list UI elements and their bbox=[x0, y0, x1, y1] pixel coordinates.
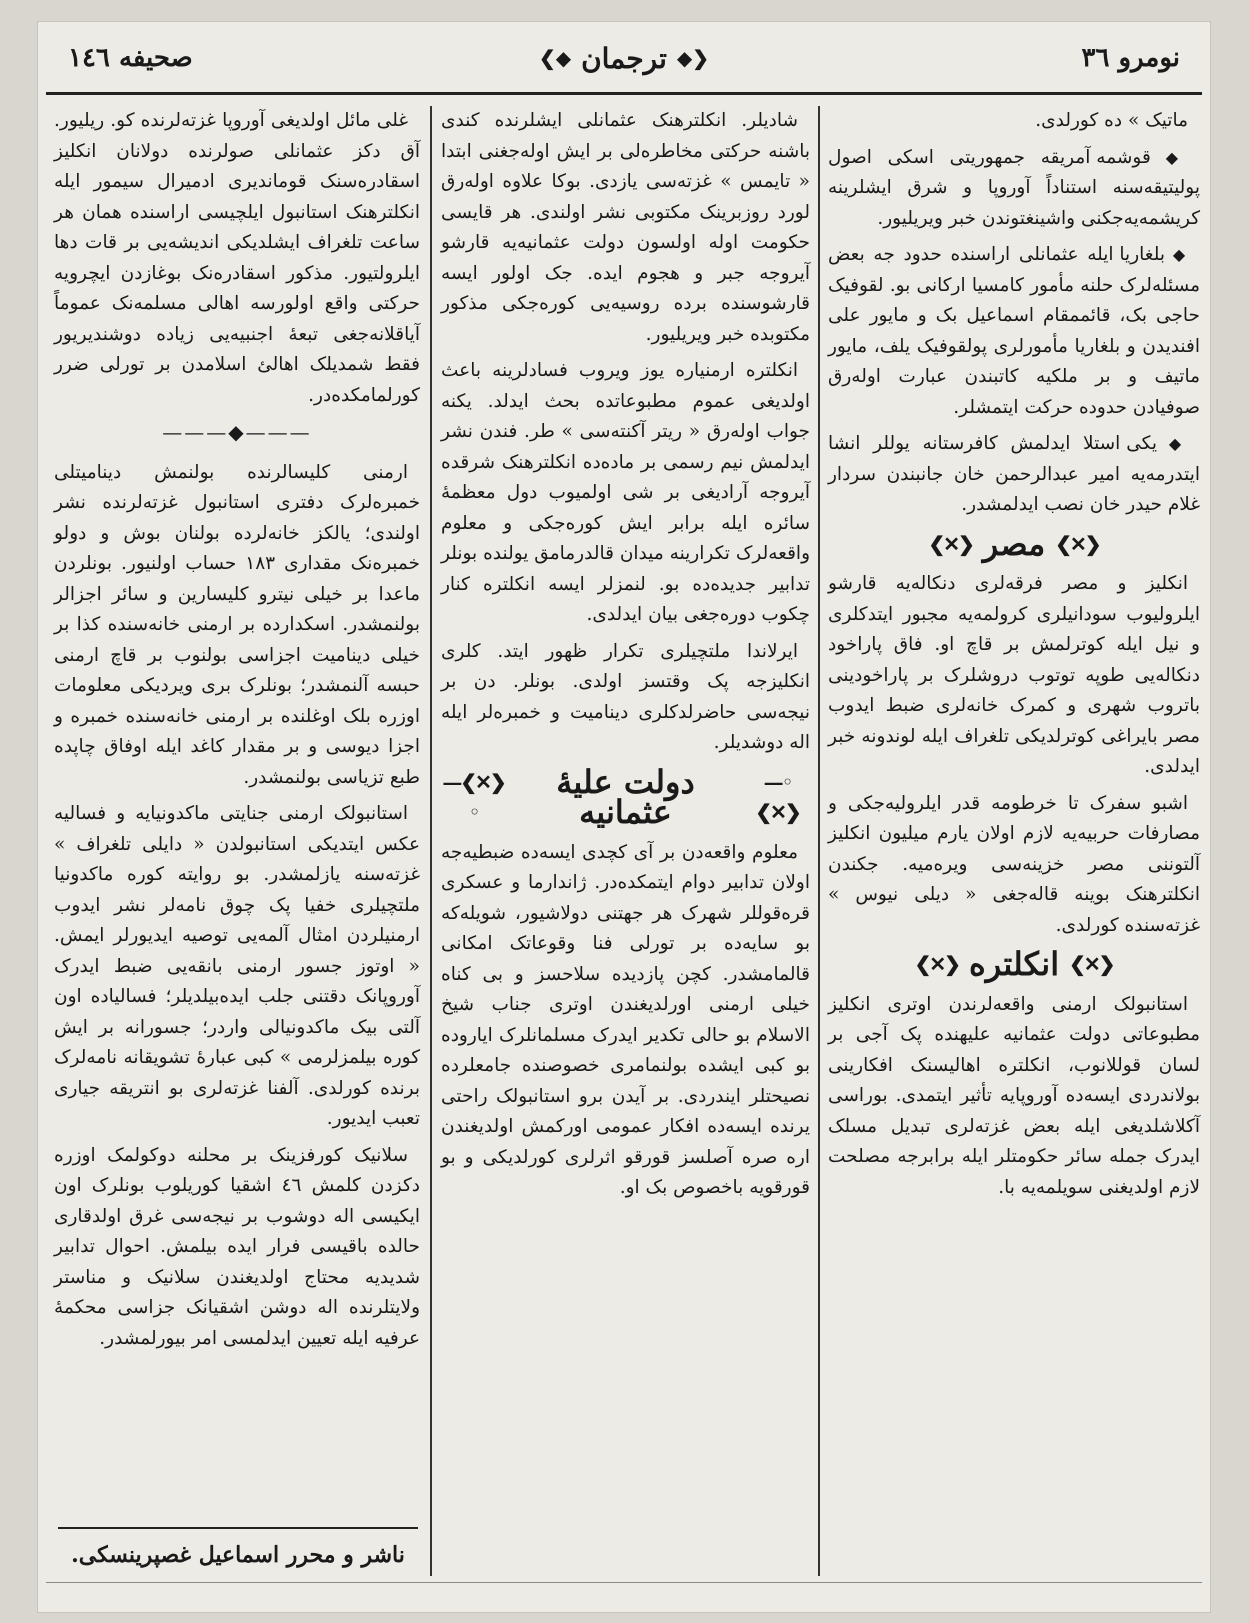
article-paragraph: انکلتره ارمنیاره یوز ویروب فسادلرینه باعث اولدیغی عموم مطبوعاتده بحث ایدلد. یکنه جواب اوله‌رق « ریتر آکنته‌سی » طر. فندن نشر ایدلمش نیم رسمی بر ماده‌ده انکلترهنک شرقده آیروجه آرادیغی بر شی اولمیوب دول معظمهٔ سائره ایله برابر ایش کوره‌جکی و معلوم واقعه‌لرک تکرارینه میدان قالدرمامق یولنده بونلر تدابیر جدیده‌ده بو. لنمزلر ایسه انکلتره کنار چکوب دوره‌جغی بیان ایدلدی. bbox=[441, 360, 810, 625]
ornament-icon: ◦—❮✕❯ bbox=[755, 769, 800, 824]
masthead-title: ترجمان bbox=[581, 41, 667, 75]
ornament-icon: ❮✕❯—◦ bbox=[442, 769, 505, 824]
section-divider-icon: ———◆——— bbox=[162, 420, 312, 444]
masthead bbox=[539, 42, 709, 75]
article-paragraph: استانبولک ارمنی واقعه‌لرندن اوتری انکلیز مطبوعاتی دولت عثمانیه علیهنده پک آجی بر لسان قوللانوب، انکلتره اهالیسنک افکارینی بولاندردی ایسه‌ده آوروپایه تأثیر ایتمدی. بوراسی آکلاشلدیغی ایله بعض غزته‌لری تبدیل مسلک ایدرک جمله سائر حکومتلر ایله برابرجه مصلحت لازم اولدیغنی سویلمه‌یه با. bbox=[828, 993, 1200, 1198]
article-paragraph: ماتیک » ده کورلدی. bbox=[1035, 110, 1188, 131]
article-paragraph: ◆ یکی استلا ایدلمش کافرستانه یوللر انشا ایتدرمه‌یه امیر عبدالرحمن خان جانبندن سردار غلام حیدر خان نصب ایدلمشدر. bbox=[828, 433, 1200, 515]
footer-rule bbox=[58, 1527, 418, 1529]
page-number: صحیفه ١٤٦ bbox=[68, 43, 193, 73]
article-paragraph: ارمنی کلیسالرنده بولنمش دینامیتلی خمبره‌لرک دفتری استانبول غزته‌لرنده نشر اولندی؛ یالکز خانه‌لرده بولنان بوش و دولو خمبره‌نک مقداری ١٨٣ حساب اولنیور. بونلردن ماعدا بر خیلی نیترو کلیسارین و سائر اجزالر بولنمشدر. اسکدارده بر ارمنی خانه‌سنده کذا بر خیلی دینامیت اجزاسی بولنوب بر قاچ ارمنی حبسه آلنمشدر؛ بونلرک بری ویردیکی معلومات اوزره بلک اوغلنده بر ارمنی خانه‌سنده خمبره و اجزا دیوسی و بر مقدار کاغد ایله اوفاق چاپده طبع تزیاسی بولنمشدر. bbox=[54, 461, 420, 788]
column-left bbox=[46, 106, 428, 1576]
publisher-line: ناشر و محرر اسماعیل غصپرینسکی. bbox=[71, 1542, 405, 1568]
article-paragraph: غلی مائل اولدیغی آوروپا غزته‌لرنده کو. ریلیور. آق دکز عثمانلی صولرنده دولانان انکلیز اسقادره‌سنک قوماندیری ادمیرال سیمور ایله انکلترهنک استانبول ایلچیسی اراسنده همان هر ساعت تلغراف ایشلدیکی اندیشه‌یی بر قات دها ایلرولتیور. مذکور اسقادره‌نک بوغازدن ایچرویه حرکتی واقع اولورسه اهالی مسلمه‌نک عموماً آیاقلانه‌جغی تبعهٔ اجنبیه‌یی زیاده دوشندیریور فقط شمدیلک اهالئ اسلامدن بر تورلی ضرر کورلمامکده‌در. bbox=[54, 110, 420, 406]
diamond-bullet-icon: ◆ bbox=[1156, 434, 1188, 453]
ornament-icon: ❮◆ bbox=[676, 46, 710, 70]
ornament-icon: ❮✕❯ bbox=[1069, 952, 1114, 976]
ornament-icon: ❮✕❯ bbox=[914, 952, 959, 976]
article-paragraph: اشبو سفرک تا خرطومه قدر ایلرولیه‌جکی و مصارفات حربیه‌یه لازم اولان یارم میلیون انکلیز آلتوننی مصر خزینه‌سی ویره‌میه. جکندن انکلترهنک بوینه قاله‌جغی « دیلی نیوس » غزته‌سنده کورلدی. bbox=[828, 792, 1200, 936]
article-paragraph: انکلیز و مصر فرقه‌لری دنکاله‌یه قارشو ایلرولیوب سودانیلری کرولمه‌یه مجبور ایتدکلری و نیل ایله کوترلمش بر قاچ او. فاق پاراخود دنکاله‌یی طوپه توتوب دروشلرک بر پاراخودینی باتروب شهری و کمرک خانه‌لری ضبط ایدوب مصر بایراغی کوترلدیکی تلغراف ایله لوندونه خبر ایدلدی. bbox=[828, 573, 1200, 777]
article-paragraph: ◆ بلغاریا ایله عثمانلی اراسنده حدود جه بعض مسئله‌لرک حلنه مأمور کامسیا ارکانی بو. لقوفیک حاجی بک، قائممقام اسماعیل بک و مایور علی افندیدن و بلغاریا مأمورلری پولقوفیک یلف، مایور ماتیف و بر ملکیه کاتبندن عبارت اوله‌رق صوفیادن حدوده حرکت ایتمشلر. bbox=[828, 244, 1200, 418]
section-heading-ottoman: ◦—❮✕❯ دولت علیهٔ عثمانیه ❮✕❯—◦ bbox=[441, 767, 810, 828]
section-heading-egypt: ❮✕❯ مصر ❮✕❯ bbox=[928, 524, 1100, 563]
diamond-bullet-icon: ◆ bbox=[1164, 245, 1188, 264]
bottom-rule bbox=[46, 1582, 1202, 1583]
header-rule bbox=[46, 92, 1202, 95]
article-paragraph: ایرلاندا ملتچیلری تکرار ظهور ایتد. کلری انکلیزجه پک وقتسز اولدی. بونلر. دن بر نیجه‌سی حاضرلدکلری دینامیت و خمبره‌لر ایله اله دوشدیلر. bbox=[441, 640, 810, 753]
column-right bbox=[820, 106, 1208, 1576]
article-paragraph: معلوم واقعه‌دن بر آی کچدی ایسه‌ده ضبطیه‌جه اولان تدابیر دوام ایتمکده‌در. ژاندارما و عسکری قره‌قوللر شهرک هر جهتنی دولاشیور، شویله‌که بو سایه‌ده بر تورلی فنا وقوعاتک امکانی قالمامشدر. کچن پازدیده سلاحسز و بی کناه خیلی ارمنی اورلدیغندن اوتری جناب شیخ الاسلام بو حالی تکدیر ایدرک مسلمانلرک ایاروده بو کبی ایشده بولنمامری خصوصنده جامعلرده نصیحتلر ایندردی. بر آیدن برو استانبولک راحتی یرنده ایسه‌ده افکار عمومی اورکمش اولدیغندن اره صره آصلسز قورقو اثرلری کورلدیکی و بو قورقویه باخصوص بک او. bbox=[441, 841, 810, 1198]
issue-number: نومرو ٣٦ bbox=[1081, 43, 1180, 73]
article-paragraph: ◆ قوشمه آمریقه جمهوریتی اسکی اصول پولیتیقه‌سنه استناداً آوروپا و شرق ایشلرینه کریشمه‌یه‌جکنی واشینغتوندن خبر ویریلیور. bbox=[828, 146, 1200, 229]
article-paragraph: استانبولک ارمنی جنایتی ماکدونیایه و فسالیه عکس ایتدیکی استانبولدن « دایلی تلغراف » غزته‌سنه یازلمشدر. بو روایته کوره ماکدونیا ملتچیلری خفیا پک چوق نامه‌لر نشر ایدوب ارمنیلردن امثال آلمه‌یی توصیه ایدیورلر ایمش. « اوتوز جسور ارمنی بانقه‌یی ضبط ایدرک آوروپانک دقتنی جلب ایده‌بیلدیلر؛ فسالیاده اون آلتی بیک ماکدونیالی واردر؛ جسورانه بر ایش کوره بیلمزلرمی » کبی عبارهٔ تشویقانه نامه‌لرک برنده کورلدی. آلفنا غزته‌لری بو انتریقه جیاری تعبب ایدیور. bbox=[54, 803, 420, 1129]
section-heading-england: ❮✕❯ انکلتره ❮✕❯ bbox=[914, 945, 1114, 983]
diamond-bullet-icon: ◆ bbox=[1150, 147, 1188, 167]
newspaper-page bbox=[38, 22, 1210, 1612]
article-paragraph: شادیلر. انکلترهنک عثمانلی ایشلرنده کندی باشنه حرکتی مخاطره‌لی بر ایش اوله‌جغنی ابتدا « تایمس » غزته‌سی یازدی. بوکا علاوه اوله‌رق لورد روزبرینک مکتوبی نشر اولندی. هر قایسی حکومت اوله اولسون دولت عثمانیه‌یه قارشو آیروجه جبر و هجوم ایده. جک اولور ایسه قارشوسنده برده روسیه‌یی کوره‌جکی مذکور مکتوبده خبر ویریلیور. bbox=[441, 110, 810, 345]
page-header bbox=[38, 30, 1210, 86]
column-divider bbox=[430, 106, 432, 1576]
ornament-icon: ❮✕❯ bbox=[928, 531, 973, 556]
column-middle bbox=[433, 106, 818, 1576]
ornament-icon: ❮✕❯ bbox=[1055, 531, 1100, 556]
article-paragraph: سلانیک کورفزینک بر محلنه دوکولمک اوزره دکزدن کلمش ٤٦ اشقیا کوریلوب بونلرک اون ایکیسی اله دوشوب بر نیجه‌سی غرق اولدقاری حالده باقیسی فرار ایده بیلمش. احوال تدابیر شدیدیه محتاج اولدیغندن سلانیک و مناستر ولایتلرنده اله دوشن اشقیانک جزاسی محکمهٔ عرفیه ایله تعیین ایدلمسی امر بیورلمشدر. bbox=[54, 1144, 420, 1349]
ornament-icon: ◆❯ bbox=[538, 46, 572, 70]
